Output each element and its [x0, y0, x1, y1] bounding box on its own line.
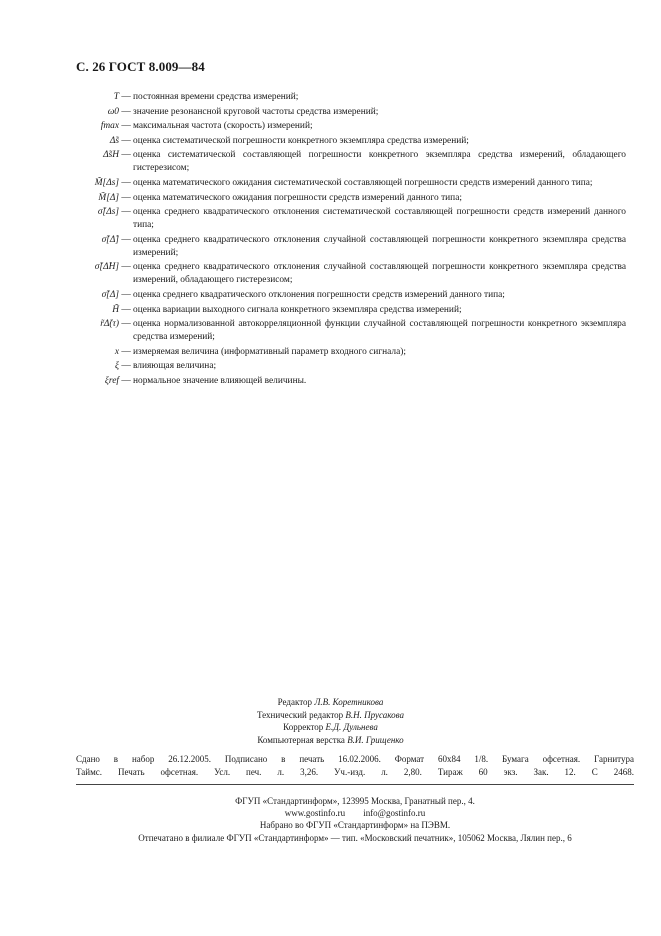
definition-text: постоянная времени средства измерений;: [133, 92, 299, 102]
definition-dash: —: [121, 234, 131, 245]
website-link[interactable]: www.gostinfo.ru: [284, 808, 346, 819]
definition-symbol: σ̃[Δ̊]: [101, 234, 119, 245]
pubinfo-line-1: Сдано в набор 26.12.2005. Подписано в печать 16.02.2006. Формат 60x84 1/8. Бумага офсетная. Гарнитура: [76, 754, 634, 764]
definition-dash: —: [121, 192, 131, 203]
symbol-definitions-list: [64, 91, 626, 390]
definition-row: [64, 206, 626, 232]
definition-text: максимальная частота (скорость) измерений;: [133, 121, 313, 132]
definition-row: [64, 304, 626, 317]
definition-symbol: ξ: [114, 361, 119, 372]
credits-block: [0, 696, 661, 746]
definition-dash: —: [121, 135, 131, 146]
definition-dash: —: [121, 121, 131, 132]
credit-line: [0, 721, 661, 734]
definition-row: [64, 360, 626, 373]
definition-dash: —: [121, 92, 131, 102]
definition-symbol: H̃: [112, 304, 119, 315]
definition-row: [64, 192, 626, 205]
definition-text: влияющая величина;: [133, 361, 217, 372]
definition-dash: —: [121, 262, 131, 273]
definition-text: оценка среднего квадратического отклонения погрешности средств измерений данного типа;: [133, 289, 505, 300]
credit-name: Е.Д. Дульнева: [325, 722, 378, 733]
imprint-line-printed: Отпечатано в филиале ФГУП «Стандартинформ» — тип. «Московский печатник», 105062 Москва, Лялин пер., 6: [138, 832, 572, 843]
definition-row: [64, 177, 626, 190]
definition-text: оценка среднего квадратического отклонения систематической составляющей погрешности средств измерений данного типа;: [133, 207, 626, 231]
definition-text: оценка математического ожидания систематической составляющей погрешности средств измерений данного типа;: [133, 177, 593, 188]
credit-name: В.И. Грищенко: [347, 734, 404, 745]
definition-symbol: σ̃[Δ̊H]: [94, 262, 119, 273]
credit-line: [0, 734, 661, 747]
credit-line: [0, 709, 661, 722]
definition-symbol: Δ̃s: [109, 135, 119, 146]
definition-text: оценка систематической погрешности конкретного экземпляра средства измерений;: [133, 135, 469, 146]
definition-row: [64, 346, 626, 359]
definition-dash: —: [121, 150, 131, 161]
definition-text: оценка нормализованной автокорреляционной функции случайной составляющей погрешности конкретного экземпляра средства измерений;: [133, 319, 626, 343]
definition-symbol: x: [114, 346, 119, 357]
definition-row: [64, 289, 626, 302]
definition-dash: —: [121, 106, 131, 117]
definition-row: [64, 91, 626, 104]
definition-text: значение резонансной круговой частоты средства измерений;: [133, 106, 379, 117]
definition-dash: —: [121, 375, 131, 386]
definition-row: [64, 261, 626, 287]
imprint-line-typeset: Набрано во ФГУП «Стандартинформ» на ПЭВМ.: [259, 820, 451, 831]
definition-row: [64, 149, 626, 175]
definition-symbol: fmax: [100, 121, 119, 132]
imprint-block: [76, 795, 634, 844]
credit-role: Корректор: [283, 722, 324, 733]
definition-row: [64, 106, 626, 119]
definition-text: измеряемая величина (информативный параметр входного сигнала);: [133, 346, 406, 357]
definition-text: нормальное значение влияющей величины.: [133, 375, 307, 386]
definition-dash: —: [121, 346, 131, 357]
credit-line: [0, 696, 661, 709]
definition-symbol: M̃[Δs]: [94, 177, 119, 188]
definition-symbol: T: [113, 92, 119, 102]
credit-name: В.Н. Прусакова: [345, 709, 405, 720]
definition-symbol: M̃[Δ]: [98, 192, 119, 203]
imprint-line-address: ФГУП «Стандартинформ», 123995 Москва, Гранатный пер., 4.: [235, 796, 475, 806]
imprint-line-contacts: [76, 807, 634, 819]
pubinfo-line-2: Таймс. Печать офсетная. Усл. печ. л. 3,26. Уч.-изд. л. 2,80. Тираж 60 экз. Зак. 12. С 2468.: [76, 766, 634, 777]
definition-row: [64, 135, 626, 148]
definition-dash: —: [121, 289, 131, 300]
divider-line: [76, 784, 634, 785]
definition-row: [64, 318, 626, 344]
definition-row: [64, 120, 626, 133]
definition-symbol: ω0: [107, 106, 119, 117]
definition-row: [64, 375, 626, 388]
definition-symbol: r̃Δ̊(τ): [100, 319, 119, 330]
definition-text: оценка среднего квадратического отклонения случайной составляющей погрешности конкретного экземпляра средства измерений, обладающего гистерезисом;: [133, 262, 626, 286]
publication-info: [76, 753, 634, 778]
page-header: С. 26 ГОСТ 8.009—84: [76, 59, 205, 74]
definition-text: оценка среднего квадратического отклонения случайной составляющей погрешности конкретного экземпляра средства измерений;: [133, 234, 626, 258]
definition-dash: —: [121, 319, 131, 330]
definition-dash: —: [121, 207, 131, 218]
email-link[interactable]: info@gostinfo.ru: [363, 808, 426, 819]
definition-text: оценка математического ожидания погрешности средств измерений данного типа;: [133, 192, 462, 203]
definition-symbol: Δ̃sH: [103, 150, 119, 161]
definition-symbol: σ̃[Δs]: [97, 207, 119, 218]
credit-role: Компьютерная верстка: [257, 734, 345, 745]
definition-text: оценка вариации выходного сигнала конкретного экземпляра средства измерений;: [133, 304, 462, 315]
definition-row: [64, 234, 626, 260]
definition-symbol: σ̃[Δ]: [101, 289, 119, 300]
credit-role: Технический редактор: [256, 709, 344, 720]
definition-text: оценка систематической составляющей погрешности конкретного экземпляра средства измерений, обладающего гистерезисом;: [133, 150, 626, 174]
definition-dash: —: [121, 361, 131, 372]
credit-name: Л.В. Коретникова: [314, 697, 384, 707]
definition-dash: —: [121, 177, 131, 188]
credit-role: Редактор: [277, 697, 313, 707]
definition-dash: —: [121, 304, 131, 315]
definition-symbol: ξref: [104, 375, 119, 386]
